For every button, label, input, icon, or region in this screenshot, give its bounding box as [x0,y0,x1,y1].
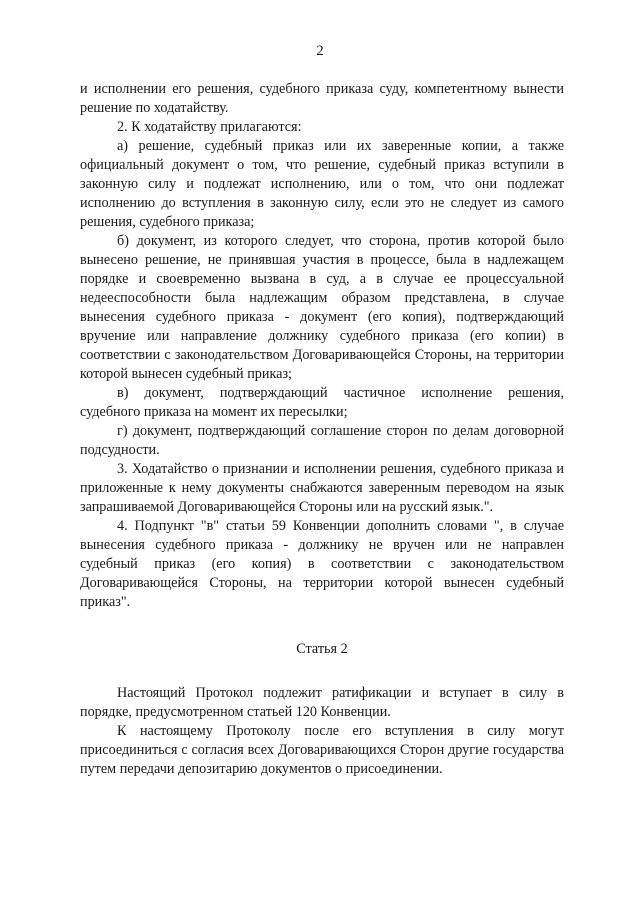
article-heading: Статья 2 [296,641,348,657]
paragraph: К настоящему Протоколу после его вступления в силу могут присоединиться с согласия всех Договаривающихся Сторон другие государства путем передачи депозитарию документов о присоединении. [80,723,564,777]
paragraph: б) документ, из которого следует, что сторона, против которой было вынесено решение, не принявшая участия в процессе, была в надлежащем порядке и своевременно вызвана в суд, а в случае ее процессуальной недееспособности была надлежащим образом представлена, в случае вынесения судебного приказа - документ (его копия), подтверждающий вручение или направление должнику судебного приказа (его копии) в соответствии с законодательством Договаривающейся Стороны, на территории которой вынесен судебный приказ; [80,233,564,382]
article-2-body [80,684,564,779]
paragraph: 3. Ходатайство о признании и исполнении решения, судебного приказа и приложенные к нему документы снабжаются заверенным переводом на язык запрашиваемой Договаривающейся Стороны или на русский язык.". [80,461,564,515]
page-number: 2 [316,43,324,59]
paragraph: в) документ, подтверждающий частичное исполнение решения, судебного приказа на момент их пересылки; [80,385,564,420]
paragraph: 2. К ходатайству прилагаются: [117,119,302,135]
article-1-continuation [80,80,564,612]
paragraph: и исполнении его решения, судебного приказа суду, компетентному вынести решение по ходатайству. [80,81,564,116]
paragraph: 4. Подпункт "в" статьи 59 Конвенции дополнить словами ", в случае вынесения судебного приказа - должнику не вручен или не направлен судебный приказ (его копия) в соответствии с законодательством Договаривающейся Стороны, на территории которой вынесен судебный приказ". [80,518,564,610]
paragraph: г) документ, подтверждающий соглашение сторон по делам договорной подсудности. [80,423,564,458]
document-body [80,80,564,779]
paragraph: а) решение, судебный приказ или их заверенные копии, а также официальный документ о том, что решение, судебный приказ вступили в законную силу и подлежат исполнению, или о том, что они подлежат исполнению до вступления в законную силу, если это не следует из самого решения, судебного приказа; [80,138,564,230]
paragraph: Настоящий Протокол подлежит ратификации и вступает в силу в порядке, предусмотренном статьей 120 Конвенции. [80,685,564,720]
